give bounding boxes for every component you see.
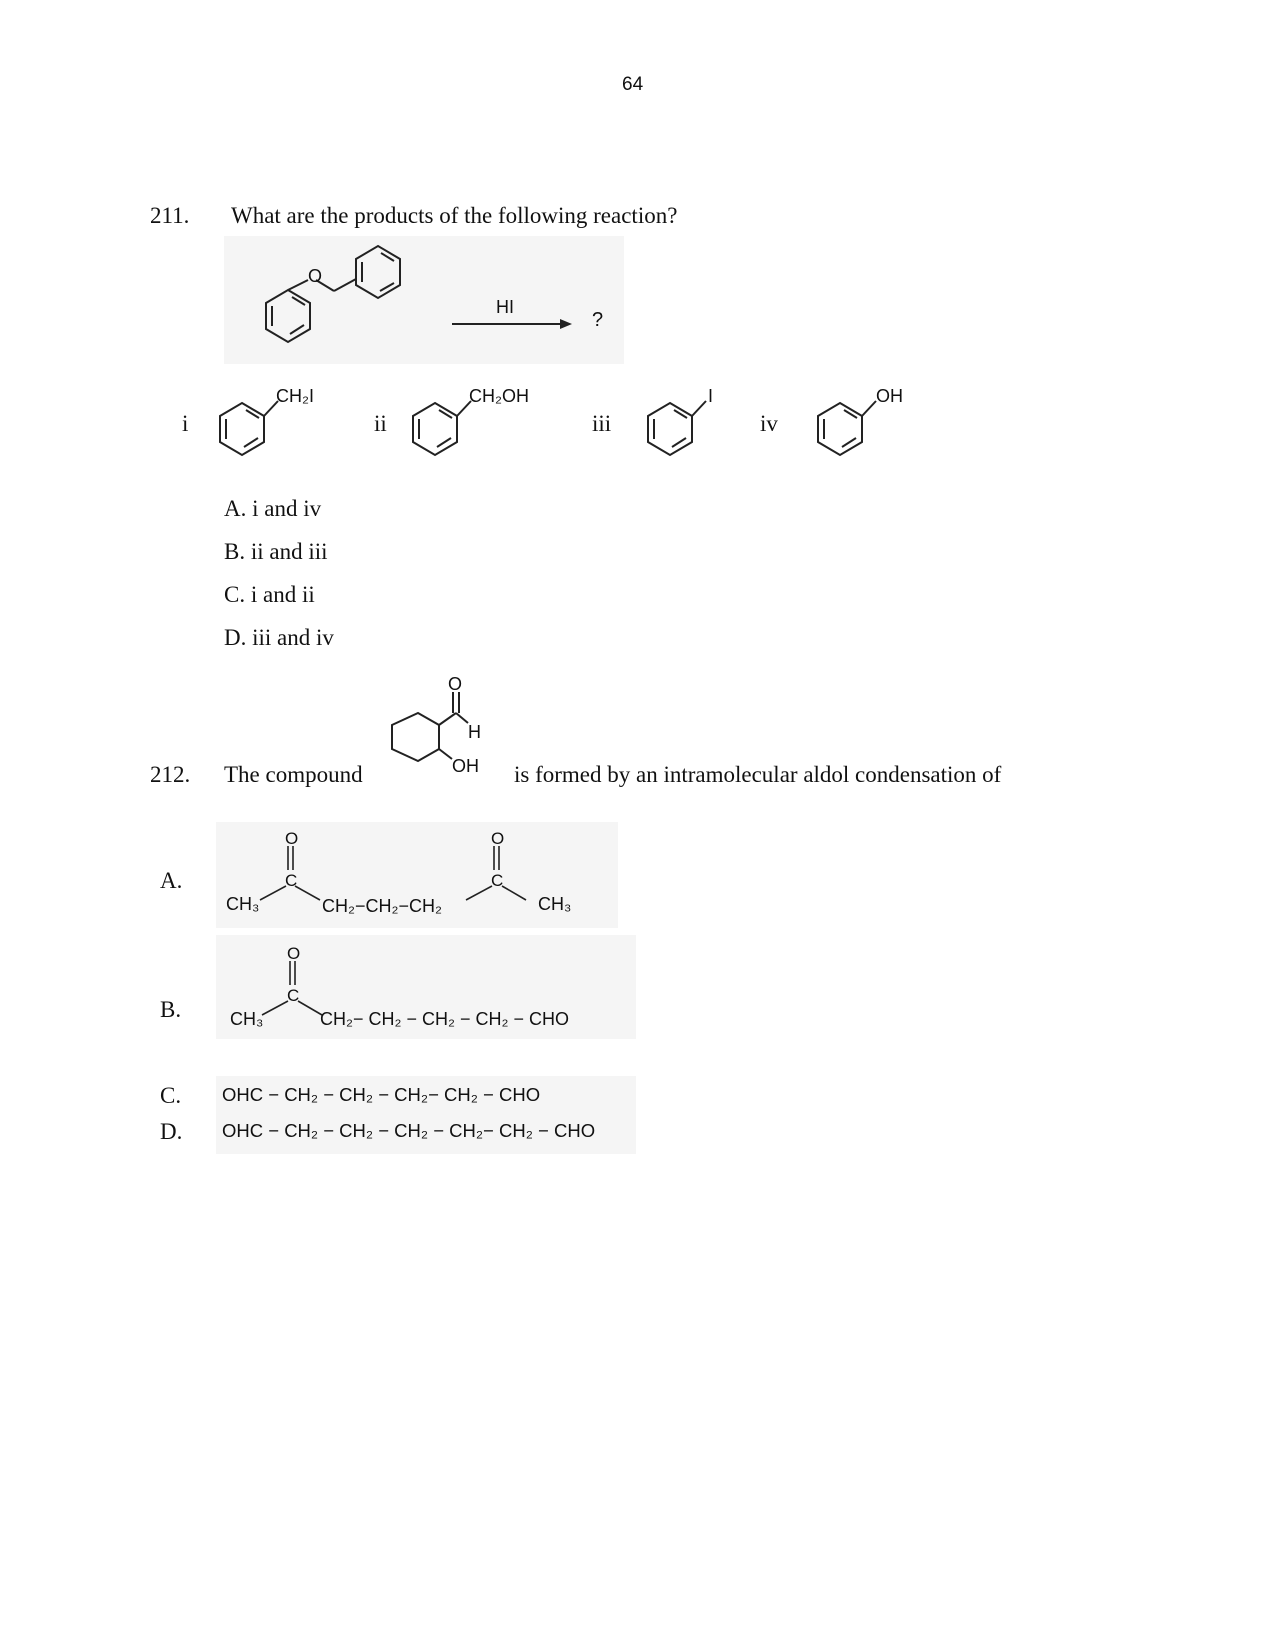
option-212-d-formula[interactable]: OHC − CH₂ − CH₂ − CH₂ − CH₂− CH₂ − CHO: [222, 1120, 596, 1141]
item-numeral-ii: ii: [374, 411, 387, 436]
option-b-carbonyl: C: [287, 986, 300, 1005]
option-a-diketone-svg: [216, 822, 618, 928]
option-b-ketoaldehyde-svg: [216, 935, 636, 1039]
option-212-d-letter[interactable]: D.: [160, 1119, 183, 1144]
aldehyde-hydrogen-label: H: [468, 722, 481, 742]
option-a-right-group: CH₃: [538, 894, 572, 914]
option-a-chain: CH₂−CH₂−CH₂: [322, 896, 442, 916]
option-211-a[interactable]: A. i and iv: [224, 496, 322, 521]
product-question-mark: ?: [592, 309, 604, 331]
option-b-left-group: CH₃: [230, 1009, 264, 1029]
group-label-i: CH₂I: [276, 386, 314, 406]
ether-oxygen-label: O: [308, 266, 323, 286]
page-number: 64: [622, 74, 644, 95]
question-text-211: What are the products of the following reaction?: [231, 203, 678, 228]
question-212-suffix: is formed by an intramolecular aldol condensation of: [514, 762, 1002, 787]
aldehyde-oxygen-label: O: [448, 674, 463, 694]
option-212-a-letter[interactable]: A.: [160, 868, 183, 893]
option-a-oxygen-2: O: [491, 829, 505, 848]
question-number-212: 212.: [150, 762, 191, 787]
item-numeral-iii: iii: [592, 411, 612, 436]
benzyl-phenyl-ether-structure: [224, 236, 624, 364]
option-212-b-structure: [216, 935, 636, 1039]
option-a-oxygen-1: O: [285, 829, 299, 848]
structure-2-hydroxycyclohexanecarbaldehyde: [380, 668, 500, 783]
option-b-oxygen: O: [287, 944, 301, 963]
option-211-c[interactable]: C. i and ii: [224, 582, 315, 607]
hydroxyl-label: OH: [452, 756, 479, 776]
reagent-label: HI: [496, 297, 514, 317]
option-b-chain: CH₂− CH₂ − CH₂ − CH₂ − CHO: [320, 1009, 569, 1029]
structure-iii-iodobenzene: [640, 385, 740, 465]
option-212-b-letter[interactable]: B.: [160, 997, 182, 1022]
item-numeral-i: i: [182, 411, 189, 436]
structure-i-benzyl-iodide: [212, 385, 332, 465]
group-label-ii: CH₂OH: [469, 386, 529, 406]
option-211-b[interactable]: B. ii and iii: [224, 539, 328, 564]
question-212-prefix: The compound: [224, 762, 363, 787]
group-label-iii: I: [708, 386, 714, 406]
group-label-iv: OH: [876, 386, 903, 406]
question-number-211: 211.: [150, 203, 190, 228]
option-a-left-group: CH₃: [226, 894, 260, 914]
option-212-c-letter[interactable]: C.: [160, 1083, 182, 1108]
structure-iv-phenol: [810, 385, 930, 465]
reaction-scheme: [224, 236, 624, 364]
option-212-c-formula[interactable]: OHC − CH₂ − CH₂ − CH₂− CH₂ − CHO: [222, 1084, 541, 1105]
options-212-cd-formulas: [216, 1076, 636, 1154]
structure-ii-benzyl-alcohol: [405, 385, 565, 465]
option-212-a-structure: [216, 822, 618, 928]
item-numeral-iv: iv: [760, 411, 778, 436]
option-a-carbonyl-1: C: [285, 871, 298, 890]
option-211-d[interactable]: D. iii and iv: [224, 625, 334, 650]
option-a-carbonyl-2: C: [491, 871, 504, 890]
